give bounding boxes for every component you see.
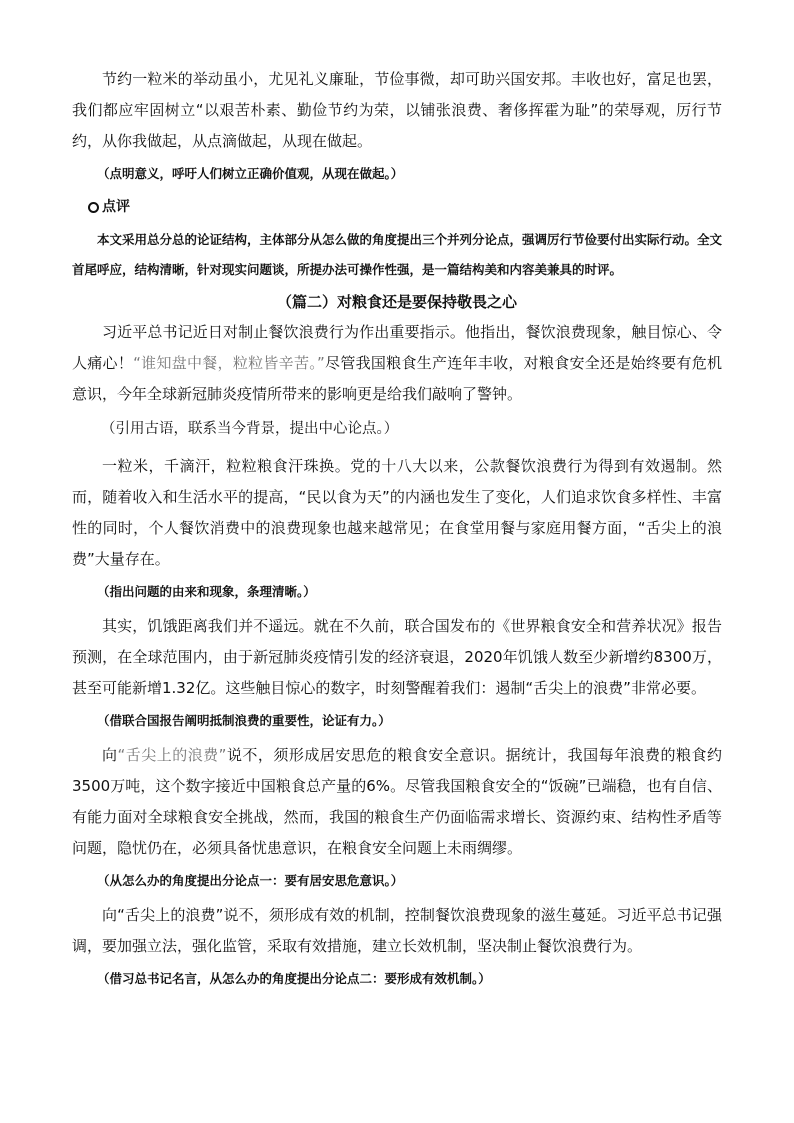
body-paragraph-6: 向“舌尖上的浪费”说不，须形成有效的机制，控制餐饮浪费现象的滋生蔓延。习近平总书记强调，要加强立法，强化监管，采取有效措施，建立长效机制，坚决制止餐饮浪费行为。 — [72, 906, 722, 955]
body-paragraph-5 — [72, 740, 722, 864]
annotation-4: （借联合国报告阐明抵制浪费的重要性，论证有力。） — [97, 713, 391, 728]
document-page — [72, 64, 722, 998]
classical-quote: “谁知盘中餐，粒粒皆辛苦。” — [133, 354, 325, 372]
review-heading-label: 点评 — [102, 199, 130, 215]
paragraph-5-part-a: 向 — [102, 746, 118, 764]
review-heading — [88, 193, 722, 221]
annotation-5: （从怎么办的角度提出分论点一：要有居安思危意识。） — [97, 873, 404, 888]
section-title: （篇二）对粮食还是要保持敬畏之心 — [276, 293, 517, 311]
circle-bullet-icon — [88, 202, 99, 213]
paragraph-2-part-a: 习近平总书记近日对制止餐饮浪费行为作出重要指示。他指出，餐饮浪费现象，触目惊心、令人痛心！ — [72, 323, 722, 372]
annotation-3: （指出问题的由来和现象，条理清晰。） — [97, 584, 316, 599]
body-paragraph-1: 节约一粒米的举动虽小，尤见礼义廉耻，节俭事微，却可助兴国安邦。丰收也好，富足也罢，我们都应牢固树立“以艰苦朴素、勤俭节约为荣，以铺张浪费、奢侈挥霍为耻”的荣辱观，厉行节约，从你我做起，从点滴做起，从现在做起。 — [72, 70, 722, 150]
body-paragraph-3: 一粒米，千滴汗，粒粒粮食汗珠换。党的十八大以来，公款餐饮浪费行为得到有效遏制。然而，随着收入和生活水平的提高，“民以食为天”的内涵也发生了变化，人们追求饮食多样性、丰富性的同时，个人餐饮消费中的浪费现象也越来越常见；在食堂用餐与家庭用餐方面，“舌尖上的浪费”大量存在。 — [72, 457, 722, 568]
annotation-2: （引用古语，联系当今背景，提出中心论点。） — [101, 421, 399, 437]
paragraph-2-part-b: 尽管我国粮食生产连年丰收，对粮食安全还是始终要有危机意识，今年全球新冠肺炎疫情所带来的影响更是给我们敲响了警钟。 — [72, 354, 722, 403]
paragraph-5-quote: “舌尖上的浪费” — [117, 746, 227, 764]
annotation-6: （借习总书记名言，从怎么办的角度提出分论点二：要形成有效机制。） — [97, 971, 491, 986]
review-text: 本文采用总分总的论证结构，主体部分从怎么做的角度提出三个并列分论点，强调厉行节俭要付出实际行动。全文首尾呼应，结构清晰，针对现实问题谈，所提办法可操作性强，是一篇结构美和内容美兼具的时评。 — [72, 232, 723, 277]
paragraph-5-part-b: 说不，须形成居安思危的粮食安全意识。据统计，我国每年浪费的粮食约3500万吨，这个数字接近中国粮食总产量的6%。尽管我国粮食安全的“饭碗”已端稳，也有自信、有能力面对全球粮食安全挑战，然而，我国的粮食生产仍面临需求增长、资源约束、结构性矛盾等问题，隐忧仍在，必须具备忧患意识，在粮食安全问题上未雨绸缪。 — [72, 746, 722, 857]
annotation-1: （点明意义，呼吁人们树立正确价值观，从现在做起。） — [97, 166, 404, 181]
body-paragraph-4: 其实，饥饿距离我们并不遥远。就在不久前，联合国发布的《世界粮食安全和营养状况》报告预测，在全球范围内，由于新冠肺炎疫情引发的经济衰退，2020年饥饿人数至少新增约8300万，甚至可能新增1.32亿。这些触目惊心的数字，时刻警醒着我们：遏制“舌尖上的浪费”非常必要。 — [72, 617, 722, 697]
body-paragraph-2 — [72, 317, 722, 410]
